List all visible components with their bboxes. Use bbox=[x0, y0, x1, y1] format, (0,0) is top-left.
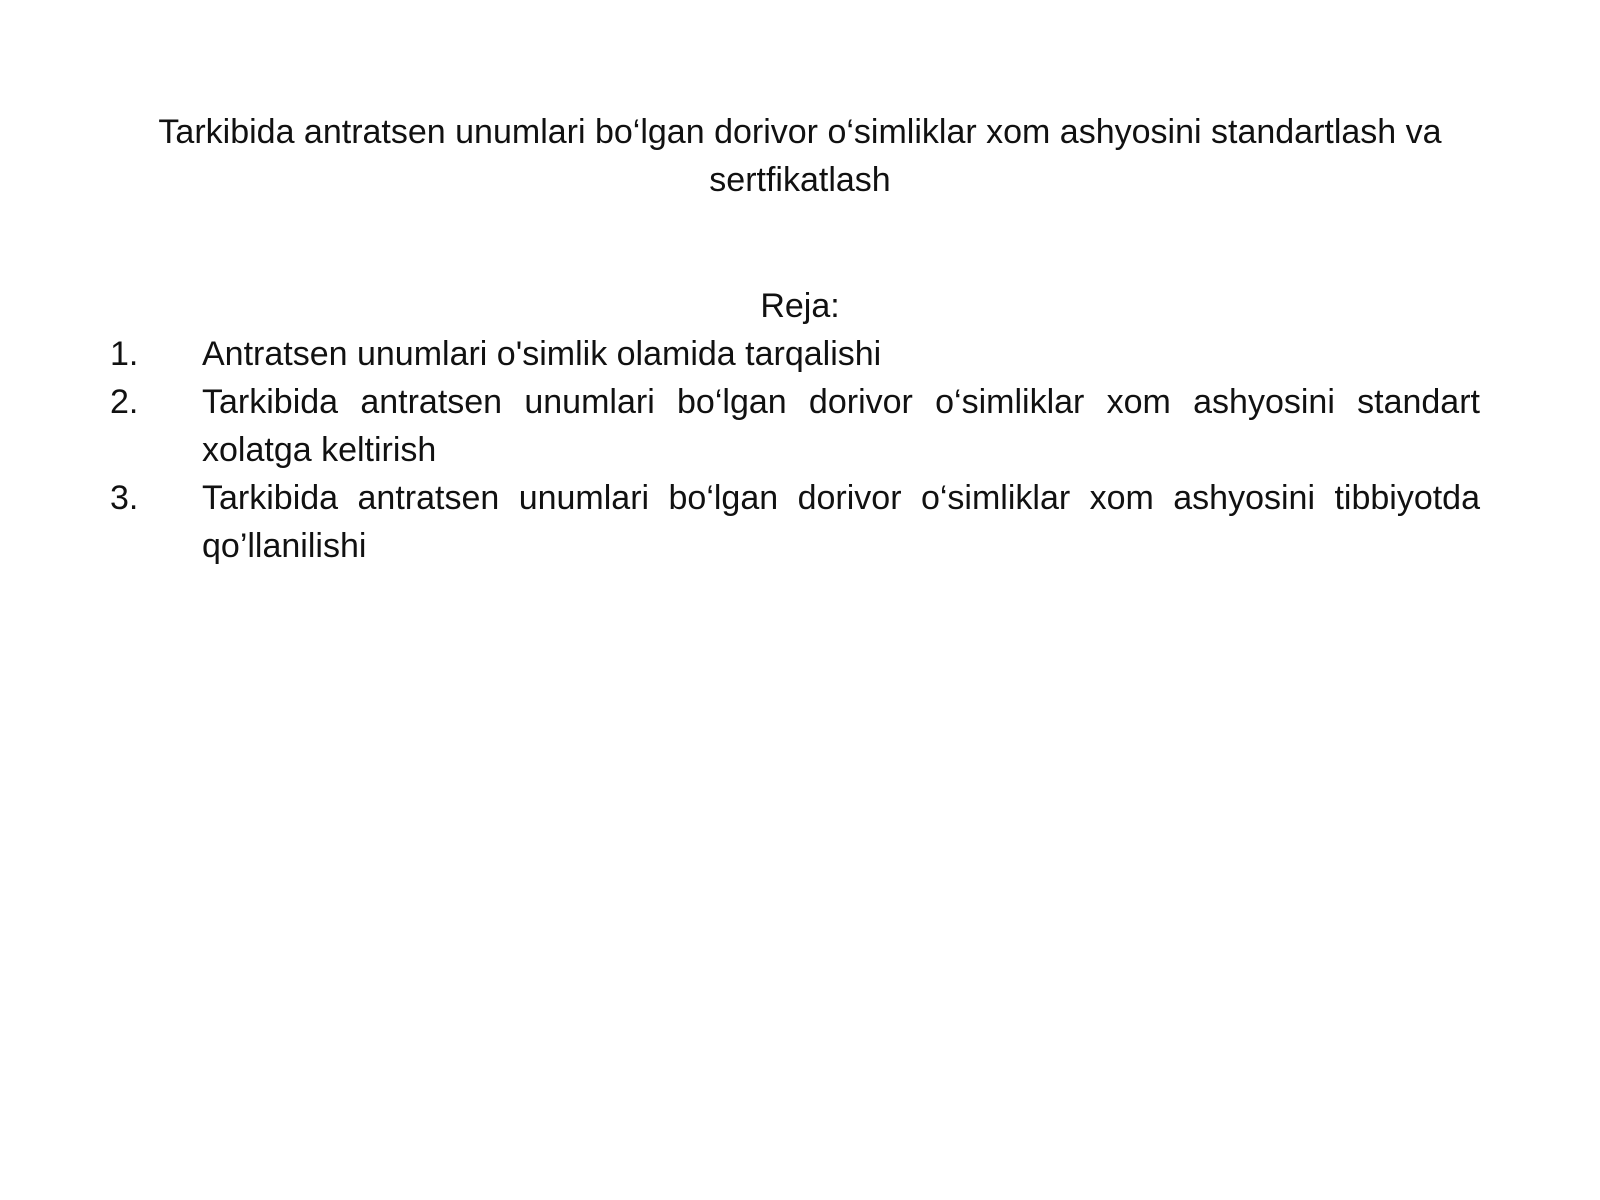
document-title: Tarkibida antratsen unumlari bo‘lgan dorivor o‘simliklar xom ashyosini standartlash va sertfikatlash bbox=[158, 113, 1442, 199]
plan-heading: Reja: bbox=[760, 287, 840, 325]
list-item bbox=[110, 378, 1480, 474]
list-item-text: Tarkibida antratsen unumlari bo‘lgan dorivor o‘simliklar xom ashyosini standart xolatga keltirish bbox=[202, 383, 1480, 469]
list-item-text: Tarkibida antratsen unumlari bo‘lgan dorivor o‘simliklar xom ashyosini tibbiyotda qo’llanilishi bbox=[202, 479, 1480, 565]
plan-list bbox=[110, 330, 1480, 570]
list-item-number: 2. bbox=[110, 383, 139, 421]
list-item-text: Antratsen unumlari o'simlik olamida tarqalishi bbox=[202, 335, 882, 373]
list-item bbox=[110, 330, 1480, 378]
list-item-number: 3. bbox=[110, 479, 139, 517]
list-item-number: 1. bbox=[110, 335, 139, 373]
list-item bbox=[110, 474, 1480, 570]
